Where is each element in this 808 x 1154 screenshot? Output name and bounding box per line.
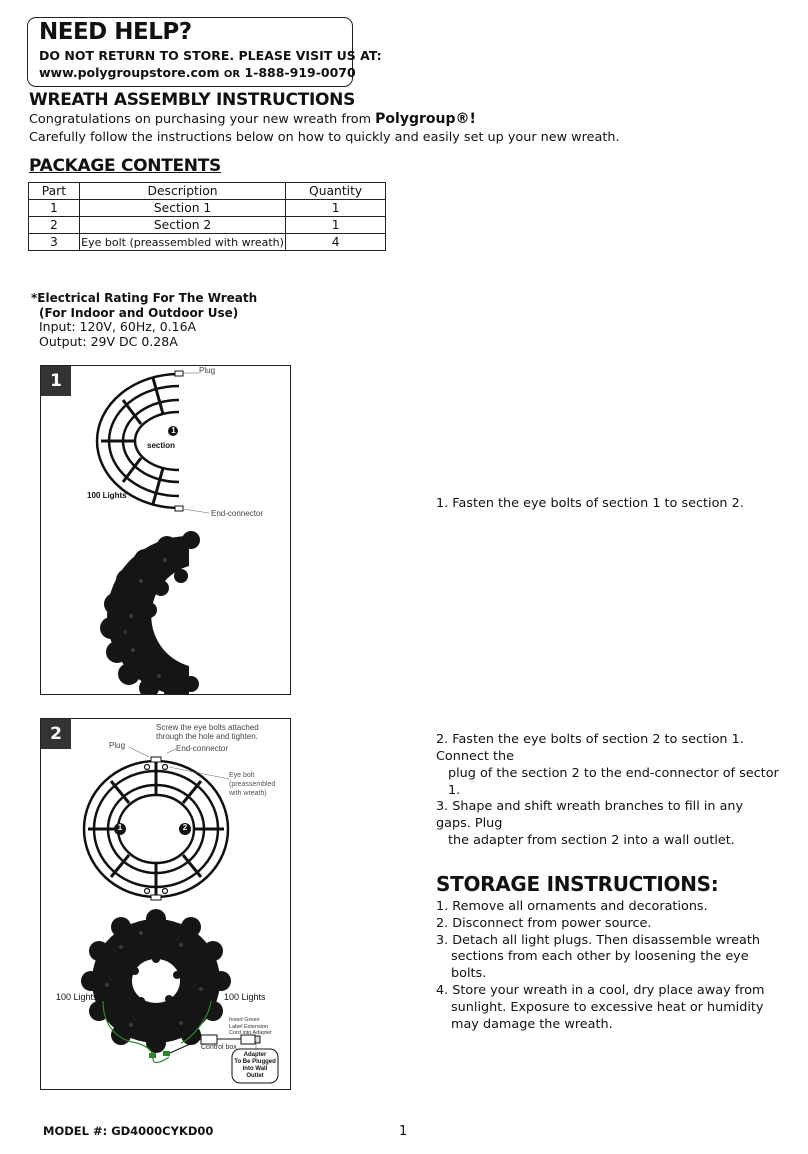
cell-description: Eye bolt (preassembled with wreath) [81, 235, 284, 249]
insert-note-line-1: Insert Green [229, 1017, 260, 1023]
contents-heading: PACKAGE CONTENTS [29, 156, 221, 176]
col-header-quantity: Quantity [286, 183, 386, 200]
section-number-label: 1 [171, 426, 176, 435]
insert-note-line-2: Label Extension [229, 1023, 269, 1030]
table-row [29, 217, 386, 234]
intro-line-1 [29, 111, 476, 127]
electrical-input: Input: 120V, 60Hz, 0.16A [39, 319, 197, 334]
step-2-number: 2 [41, 719, 71, 749]
storage-heading: STORAGE INSTRUCTIONS: [436, 872, 719, 896]
help-title: NEED HELP? [39, 19, 192, 45]
model-number: MODEL #: GD4000CYKD00 [43, 1124, 214, 1138]
step-1-panel [40, 365, 291, 695]
marker-1-label: 1 [117, 823, 123, 832]
cell-quantity: 1 [286, 217, 386, 234]
step-2-line-1: 2. Fasten the eye bolts of section 2 to section 1. Connect the [436, 732, 744, 764]
col-header-part: Part [29, 183, 80, 200]
electrical-rating [31, 291, 257, 349]
help-or: OR [223, 69, 241, 80]
lights-label: 100 Lights [87, 491, 127, 500]
section-1-diagram [41, 366, 290, 694]
col-header-description: Description [79, 183, 285, 200]
list-item: 1. Remove all ornaments and decorations. [436, 899, 708, 914]
help-phone[interactable]: 1-888-919-0070 [244, 65, 356, 80]
list-item: 2. Disconnect from power source. [436, 915, 652, 931]
cell-part: 2 [29, 217, 80, 234]
list-item: 3. Detach all light plugs. Then disassemble wreath sections from each other by loosening the eye bolts. [436, 932, 760, 982]
cell-description: Section 1 [79, 200, 285, 217]
section-1-wreath [100, 531, 200, 694]
intro-line-2: Carefully follow the instructions below on how to quickly and easily set up your new wreath. [29, 130, 620, 145]
insert-note [229, 1017, 272, 1037]
full-wreath [81, 909, 231, 1053]
screw-note-line-2: through the hole and tighten. [156, 732, 258, 741]
adapter-line-3: Into Wall [242, 1066, 268, 1072]
step-2-line-2: plug of the section 2 to the end-connector of sector 1. [448, 766, 779, 798]
adapter-line-4: Outlet [246, 1073, 264, 1079]
cell-quantity: 1 [286, 200, 386, 217]
eye-bolt-line-1: Eye bolt (preassembled [229, 772, 276, 788]
plug-label: Plug [109, 741, 126, 750]
lights-left-label: 100 Lights [56, 992, 98, 1002]
step-1-number: 1 [41, 366, 71, 396]
adapter-line-1: Adapter [243, 1052, 267, 1058]
table-row [29, 200, 386, 217]
contents-table [28, 182, 386, 251]
step-3-line-1: 3. Shape and shift wreath branches to fill in any gaps. Plug [436, 799, 744, 831]
section-label: section [147, 441, 176, 450]
control-box-label: Control box [201, 1044, 237, 1051]
end-connector-label: End-connector [176, 744, 229, 753]
brand-name: Polygroup®! [375, 111, 476, 127]
cell-quantity: 4 [286, 234, 386, 251]
assembly-heading: WREATH ASSEMBLY INSTRUCTIONS [29, 90, 356, 110]
adapter-line-2: To Be Plugged [234, 1059, 276, 1065]
page-number: 1 [399, 1124, 408, 1139]
storage-list [436, 899, 786, 1033]
step-2-panel [40, 718, 291, 1090]
list-item: 4. Store your wreath in a cool, dry place away from sunlight. Exposure to excessive heat or humidity may damage the wreath. [436, 982, 765, 1032]
marker-2-label: 2 [182, 823, 188, 832]
insert-note-line-3: Cord into Adapter [229, 1030, 272, 1036]
help-website[interactable]: www.polygroupstore.com [39, 65, 220, 80]
lights-right-label: 100 Lights [224, 992, 266, 1002]
step-3-line-2: the adapter from section 2 into a wall outlet. [448, 833, 735, 848]
step-2-text [436, 731, 781, 799]
electrical-output: Output: 29V DC 0.28A [39, 333, 178, 349]
cell-part: 3 [29, 234, 80, 251]
end-connector-label: End-connector [211, 509, 264, 518]
cell-part: 1 [29, 200, 80, 217]
electrical-title: *Electrical Rating For The Wreath [31, 291, 258, 305]
screw-note [156, 723, 259, 741]
control-box-shape [201, 1035, 217, 1044]
table-header-row [29, 183, 386, 200]
help-instruction: DO NOT RETURN TO STORE. PLEASE VISIT US AT: [39, 48, 382, 63]
step-3-text [436, 798, 781, 849]
table-row [29, 234, 386, 251]
electrical-usage: (For Indoor and Outdoor Use) [39, 305, 239, 320]
adapter-label [232, 1052, 278, 1080]
plug-label: Plug [199, 366, 216, 375]
help-contact [39, 65, 356, 80]
intro-prefix: Congratulations on purchasing your new wreath from [29, 112, 376, 127]
eye-bolt-label [229, 771, 290, 798]
screw-note-line-1: Screw the eye bolts attached [156, 723, 259, 732]
cell-description: Section 2 [79, 217, 285, 234]
eye-bolt-line-2: with wreath) [229, 790, 267, 797]
step-1-text: 1. Fasten the eye bolts of section 1 to section 2. [436, 496, 744, 511]
